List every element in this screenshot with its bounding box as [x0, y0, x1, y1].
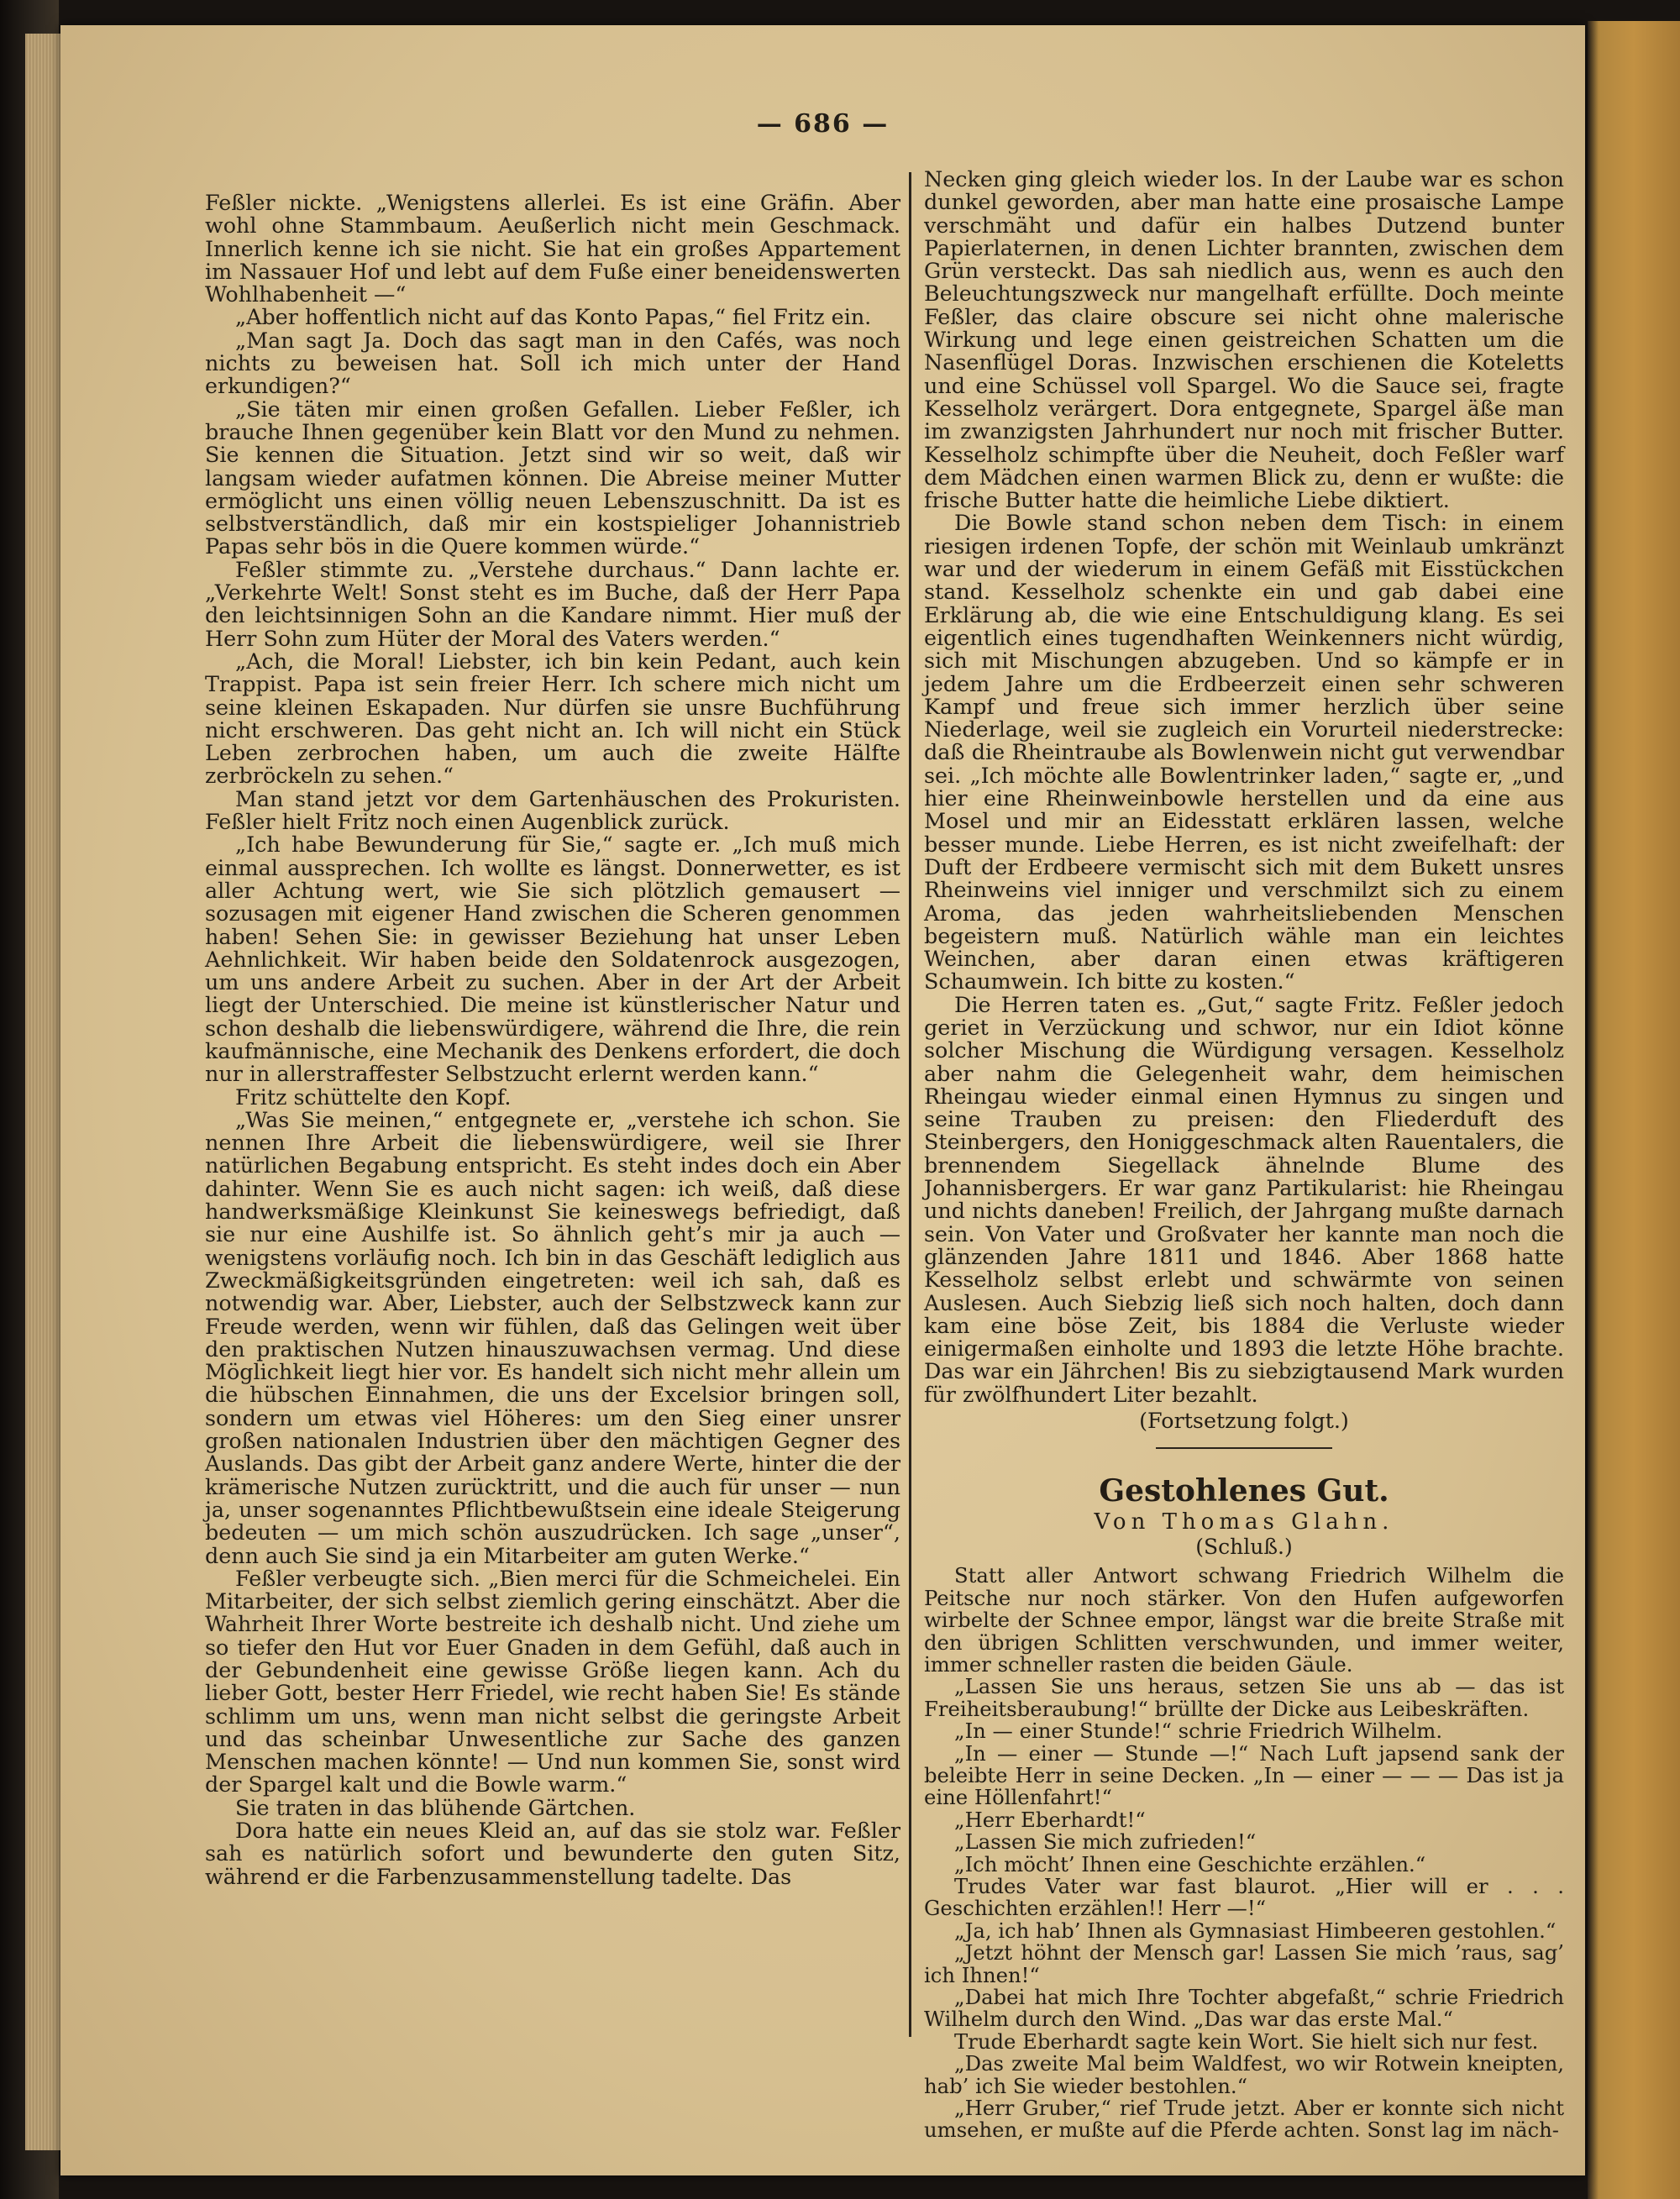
next-page-edge — [1588, 21, 1680, 2199]
paragraph: „Herr Gruber,“ rief Trude jetzt. Aber er konnte sich nicht umsehen, er mußte auf die Pferde achten. Sonst lag im näch- — [924, 2096, 1564, 2143]
story-title: Gestohlenes Gut. — [1099, 1473, 1389, 1509]
paragraph: „Dabei hat mich Ihre Tochter abgefaßt,“ schrie Friedrich Wilhelm durch den Wind. „Das war das erste Mal.“ — [924, 1985, 1564, 2032]
story-body — [924, 1565, 1564, 2142]
paragraph: Trude Eberhardt sagte kein Wort. Sie hielt sich nur fest. — [954, 2028, 1539, 2054]
paragraph: „Herr Eberhardt!“ — [954, 1807, 1146, 1832]
paragraph: „Lassen Sie uns heraus, setzen Sie uns ab — das ist Freiheitsberaubung!“ brüllte der Dicke aus Leibeskräften. — [924, 1674, 1564, 1721]
paragraph: „Aber hoffentlich nicht auf das Konto Papas,“ fiel Fritz ein. — [235, 304, 872, 330]
page-number: — 686 — — [756, 109, 890, 139]
paragraph: Dora hatte ein neues Kleid an, auf das sie stolz war. Feßler sah es natürlich sofort und bewunderte den guten Sitz, während er die Farbenzusammenstellung tadelte. Das — [205, 1818, 900, 1889]
paragraph: „Ich habe Bewunderung für Sie,“ sagte er. „Ich muß mich einmal aussprechen. Ich wollte es längst. Donnerwetter, es ist aller Achtung wert, wie Sie sich plötzlich gemausert — sozusagen mit eigener Hand zwischen die Scheren genommen haben! Sehen Sie: in gewisser Beziehung hat unser Leben Aehnlichkeit. Wir haben beide den Soldatenrock ausgezogen, um uns andere Arbeit zu suchen. Aber in der Art der Arbeit liegt der Unterschied. Die meine ist künstlerischer Natur und schon deshalb die liebenswürdigere, während die Ihre, die rein kaufmännische, eine Mechanik des Denkens erfordert, die doch nur in allerstraffester Selbstzucht erlernt werden kann.“ — [205, 832, 900, 1087]
paragraph: Man stand jetzt vor dem Gartenhäuschen des Prokuristen. Feßler hielt Fritz noch einen Augenblick zurück. — [205, 785, 900, 835]
section-rule — [1156, 1447, 1332, 1449]
continuation-note: (Fortsetzung folgt.) — [1139, 1408, 1349, 1434]
paragraph: Sie traten in das blühende Gärtchen. — [235, 1794, 636, 1820]
paragraph: „In — einer Stunde!“ schrie Friedrich Wilhelm. — [954, 1719, 1443, 1744]
story-subtitle: (Schluß.) — [1195, 1535, 1293, 1560]
paragraph: „Lassen Sie mich zufrieden!“ — [954, 1829, 1257, 1855]
book-page — [60, 25, 1585, 2175]
right-column — [924, 168, 1564, 2142]
paragraph: Necken ging gleich wieder los. In der Laube war es schon dunkel geworden, aber man hatte eine prosaische Lampe verschmäht und dafür ein halbes Dutzend bunter Papierlaternen, in denen Lichter brannten, zwischen dem Grün versteckt. Das sah niedlich aus, wenn es auch den Beleuchtungszweck nur mangelhaft erfüllte. Doch meinte Feßler, das claire obscure sei nicht ohne malerische Wirkung und lege einen geistreichen Schatten um die Nasenflügel Doras. Inzwischen erschienen die Koteletts und eine Schüssel voll Spargel. Wo die Sauce sei, fragte Kesselholz verärgert. Dora entgegnete, Spargel äße man im zwanzigsten Jahrhundert nur noch mit frischer Butter. Kesselholz schimpfte über die Neuheit, doch Feßler warf dem Mädchen einen warmen Blick zu, denn er wußte: die frische Butter hatte die heimliche Liebe diktiert. — [924, 166, 1564, 513]
paragraph: „Ach, die Moral! Liebster, ich bin kein Pedant, auch kein Trappist. Papa ist sein freier Herr. Ich schere mich nicht um seine kleinen Eskapaden. Nur dürfen sie unsre Buchführung nicht erschweren. Das geht nicht an. Ich will nicht ein Stück Leben zerbrochen haben, um auch die zweite Hälfte zerbröckeln zu sehen.“ — [205, 648, 900, 789]
paragraph: „Sie täten mir einen großen Gefallen. Lieber Feßler, ich brauche Ihnen gegenüber kein Blatt vor den Mund zu nehmen. Sie kennen die Situation. Jetzt sind wir so weit, daß wir langsam wieder aufatmen können. Die Abreise meiner Mutter ermöglicht uns einen völlig neuen Lebenszuschnitt. Da ist es selbstverständlich, daß mir ein kostspieliger Johannistrieb Papas sehr bös in die Quere kommen würde.“ — [205, 396, 900, 559]
paragraph: „Man sagt Ja. Doch das sagt man in den Cafés, was noch nichts zu beweisen hat. Soll ich mich unter der Hand erkundigen?“ — [205, 327, 900, 399]
story-author: Von Thomas Glahn. — [1094, 1509, 1394, 1535]
paragraph: Fritz schüttelte den Kopf. — [235, 1084, 512, 1110]
paragraph: Statt aller Antwort schwang Friedrich Wilhelm die Peitsche nur noch stärker. Von den Hufen aufgeworfen wirbelte der Schnee empor, längst war die breite Straße mit den übrigen Schlitten verschwunden, und immer weiter, immer schneller rasten die beiden Gäule. — [924, 1563, 1564, 1677]
paragraph: Die Herren taten es. „Gut,“ sagte Fritz. Feßler jedoch geriet in Verzückung und schwor, nur ein Idiot könne solcher Mischung die Würdigung versagen. Kesselholz aber nahm die Gelegenheit wahr, dem heimischen Rheingau wieder einmal einen Hymnus zu singen und seine Trauben zu preisen: den Fliederduft des Steinbergers, den Honiggeschmack alten Rauentalers, die brennendem Siegellack ähnelnde Blume des Johannisbergers. Er war ganz Partikularist: hie Rheingau und nichts daneben! Freilich, der Jahrgang mußte darnach sein. Von Vater und Großvater her kannte man noch die glänzenden Jahre 1811 und 1846. Aber 1868 hatte Kesselholz selbst erlebt und schwärmte von seinen Auslesen. Auch Siebzig ließ sich noch halten, doch dann kam eine böse Zeit, bis 1884 die Verluste wieder einigermaßen einholte und 1893 die letzte Höhe brachte. Das war ein Jährchen! Bis zu siebzigtausend Mark wurden für zwölfhundert Liter bezahlt. — [924, 991, 1564, 1407]
paragraph: Feßler verbeugte sich. „Bien merci für die Schmeichelei. Ein Mitarbeiter, der sich selbst ziemlich gering einschätzt. Aber die Wahrheit Ihrer Worte bestreite ich deshalb nicht. Und ziehe um so tiefer den Hut vor Euer Gnaden in dem Gefühl, daß auch in der Gebundenheit eine gewisse Größe liegen kann. Ach du lieber Gott, bester Herr Friedel, wie recht haben Sie! Es stände schlimm um uns, wenn man nicht selbst die geringste Arbeit und das scheinbar Unwesentliche zur Sache des ganzen Menschen machen könnte! — Und nun kommen Sie, sonst wird der Spargel kalt und die Bowle warm.“ — [205, 1565, 900, 1798]
paragraph: „In — einer — Stunde —!“ Nach Luft japsend sank der beleibte Herr in seine Decken. „In — einer — — — Das ist ja eine Höllenfahrt!“ — [924, 1740, 1564, 1810]
column-divider — [909, 172, 911, 2037]
paragraph: Trudes Vater war fast blaurot. „Hier will er . . . Geschichten erzählen!! Herr —!“ — [924, 1874, 1564, 1921]
paragraph: „Ich möcht’ Ihnen eine Geschichte erzählen.“ — [954, 1851, 1426, 1876]
paragraph: „Ja, ich hab’ Ihnen als Gymnasiast Himbeeren gestohlen.“ — [954, 1918, 1557, 1943]
left-column — [205, 192, 900, 1888]
paragraph: „Jetzt höhnt der Mensch gar! Lassen Sie mich ’raus, sag’ ich Ihnen!“ — [924, 1940, 1564, 1987]
paragraph: Feßler nickte. „Wenigstens allerlei. Es ist eine Gräfin. Aber wohl ohne Stammbaum. Aeußerlich nicht mein Geschmack. Innerlich kenne ich sie nicht. Sie hat ein großes Appartement im Nassauer Hof und lebt auf dem Fuße einer beneidenswerten Wohlhabenheit —“ — [205, 190, 900, 307]
paragraph: Die Bowle stand schon neben dem Tisch: in einem riesigen irdenen Topfe, der schön mit Weinlaub umkränzt war und der wiederum in einem Gefäß mit Eisstückchen stand. Kesselholz schenkte ein und gab dabei eine Erklärung ab, die wie eine Entschuldigung klang. Es sei eigentlich eines tugendhaften Weinkenners nicht würdig, sich mit Mischungen abzugeben. Und so kämpfe er in jedem Jahre um die Erdbeerzeit einen sehr schweren Kampf und freue sich immer herzlich über seine Niederlage, weil sie zugleich ein Vorurteil niederstrecke: daß die Rheintraube als Bowlenwein nicht gut verwendbar sei. „Ich möchte alle Bowlentrinker laden,“ sagte er, „und hier eine Rheinweinbowle herstellen und da eine aus Mosel und mir an Eidesstatt erklären lassen, welche besser munde. Liebe Herren, es ist nicht zweifelhaft: der Duft der Erdbeere vermischt sich mit dem Bukett unsres Rheinweins viel inniger und verschmilzt sich zu einem Aroma, das jeden wahrheitsliebenden Menschen begeistern muß. Natürlich wähle man ein leichtes Weinchen, aber daran einen etwas kräftigeren Schaumwein. Ich bitte zu kosten.“ — [924, 510, 1564, 995]
paragraph: „Das zweite Mal beim Waldfest, wo wir Rotwein kneipten, hab’ ich Sie wieder bestohlen.“ — [924, 2051, 1564, 2098]
paragraph: Feßler stimmte zu. „Verstehe durchaus.“ Dann lachte er. „Verkehrte Welt! Sonst steht es im Buche, daß der Herr Papa den leichtsinnigen Sohn an die Kandare nimmt. Hier muß der Herr Sohn zum Hüter der Moral des Vaters werden.“ — [205, 556, 900, 651]
paragraph: „Was Sie meinen,“ entgegnete er, „verstehe ich schon. Sie nennen Ihre Arbeit die liebenswürdigere, weil sie Ihrer natürlichen Begabung entspricht. Es steht indes doch ein Aber dahinter. Wenn Sie es auch nicht sagen: ich weiß, daß diese handwerksmäßige Kleinkunst Sie keineswegs befriedigt, daß sie nur eine Aushilfe ist. So ähnlich geht’s mir ja auch — wenigstens vorläufig noch. Ich bin in das Geschäft lediglich aus Zweckmäßigkeitsgründen eingetreten: weil ich sah, daß es notwendig war. Aber, Liebster, auch der Selbstzweck kann zur Freude werden, wenn wir fühlen, daß das Gelingen weit über den praktischen Nutzen hinauszuwachsen vermag. Und diese Möglichkeit liegt hier vor. Es handelt sich nicht mehr allein um die hübschen Einnahmen, die uns der Excelsior bringen soll, sondern um etwas viel Höheres: um den Sieg einer unsrer großen nationalen Industrien über den mächtigen Gegner des Auslands. Das gibt der Arbeit ganz andere Werte, hinter die der krämerische Nutzen zurücktritt, und die auch für unser — nun ja, unser sogenanntes Pflichtbewußtsein eine ideale Steigerung bedeuten — um mich schön auszudrücken. Ich sage „unser“, denn auch Sie sind ja ein Mitarbeiter am guten Werke.“ — [205, 1106, 900, 1568]
